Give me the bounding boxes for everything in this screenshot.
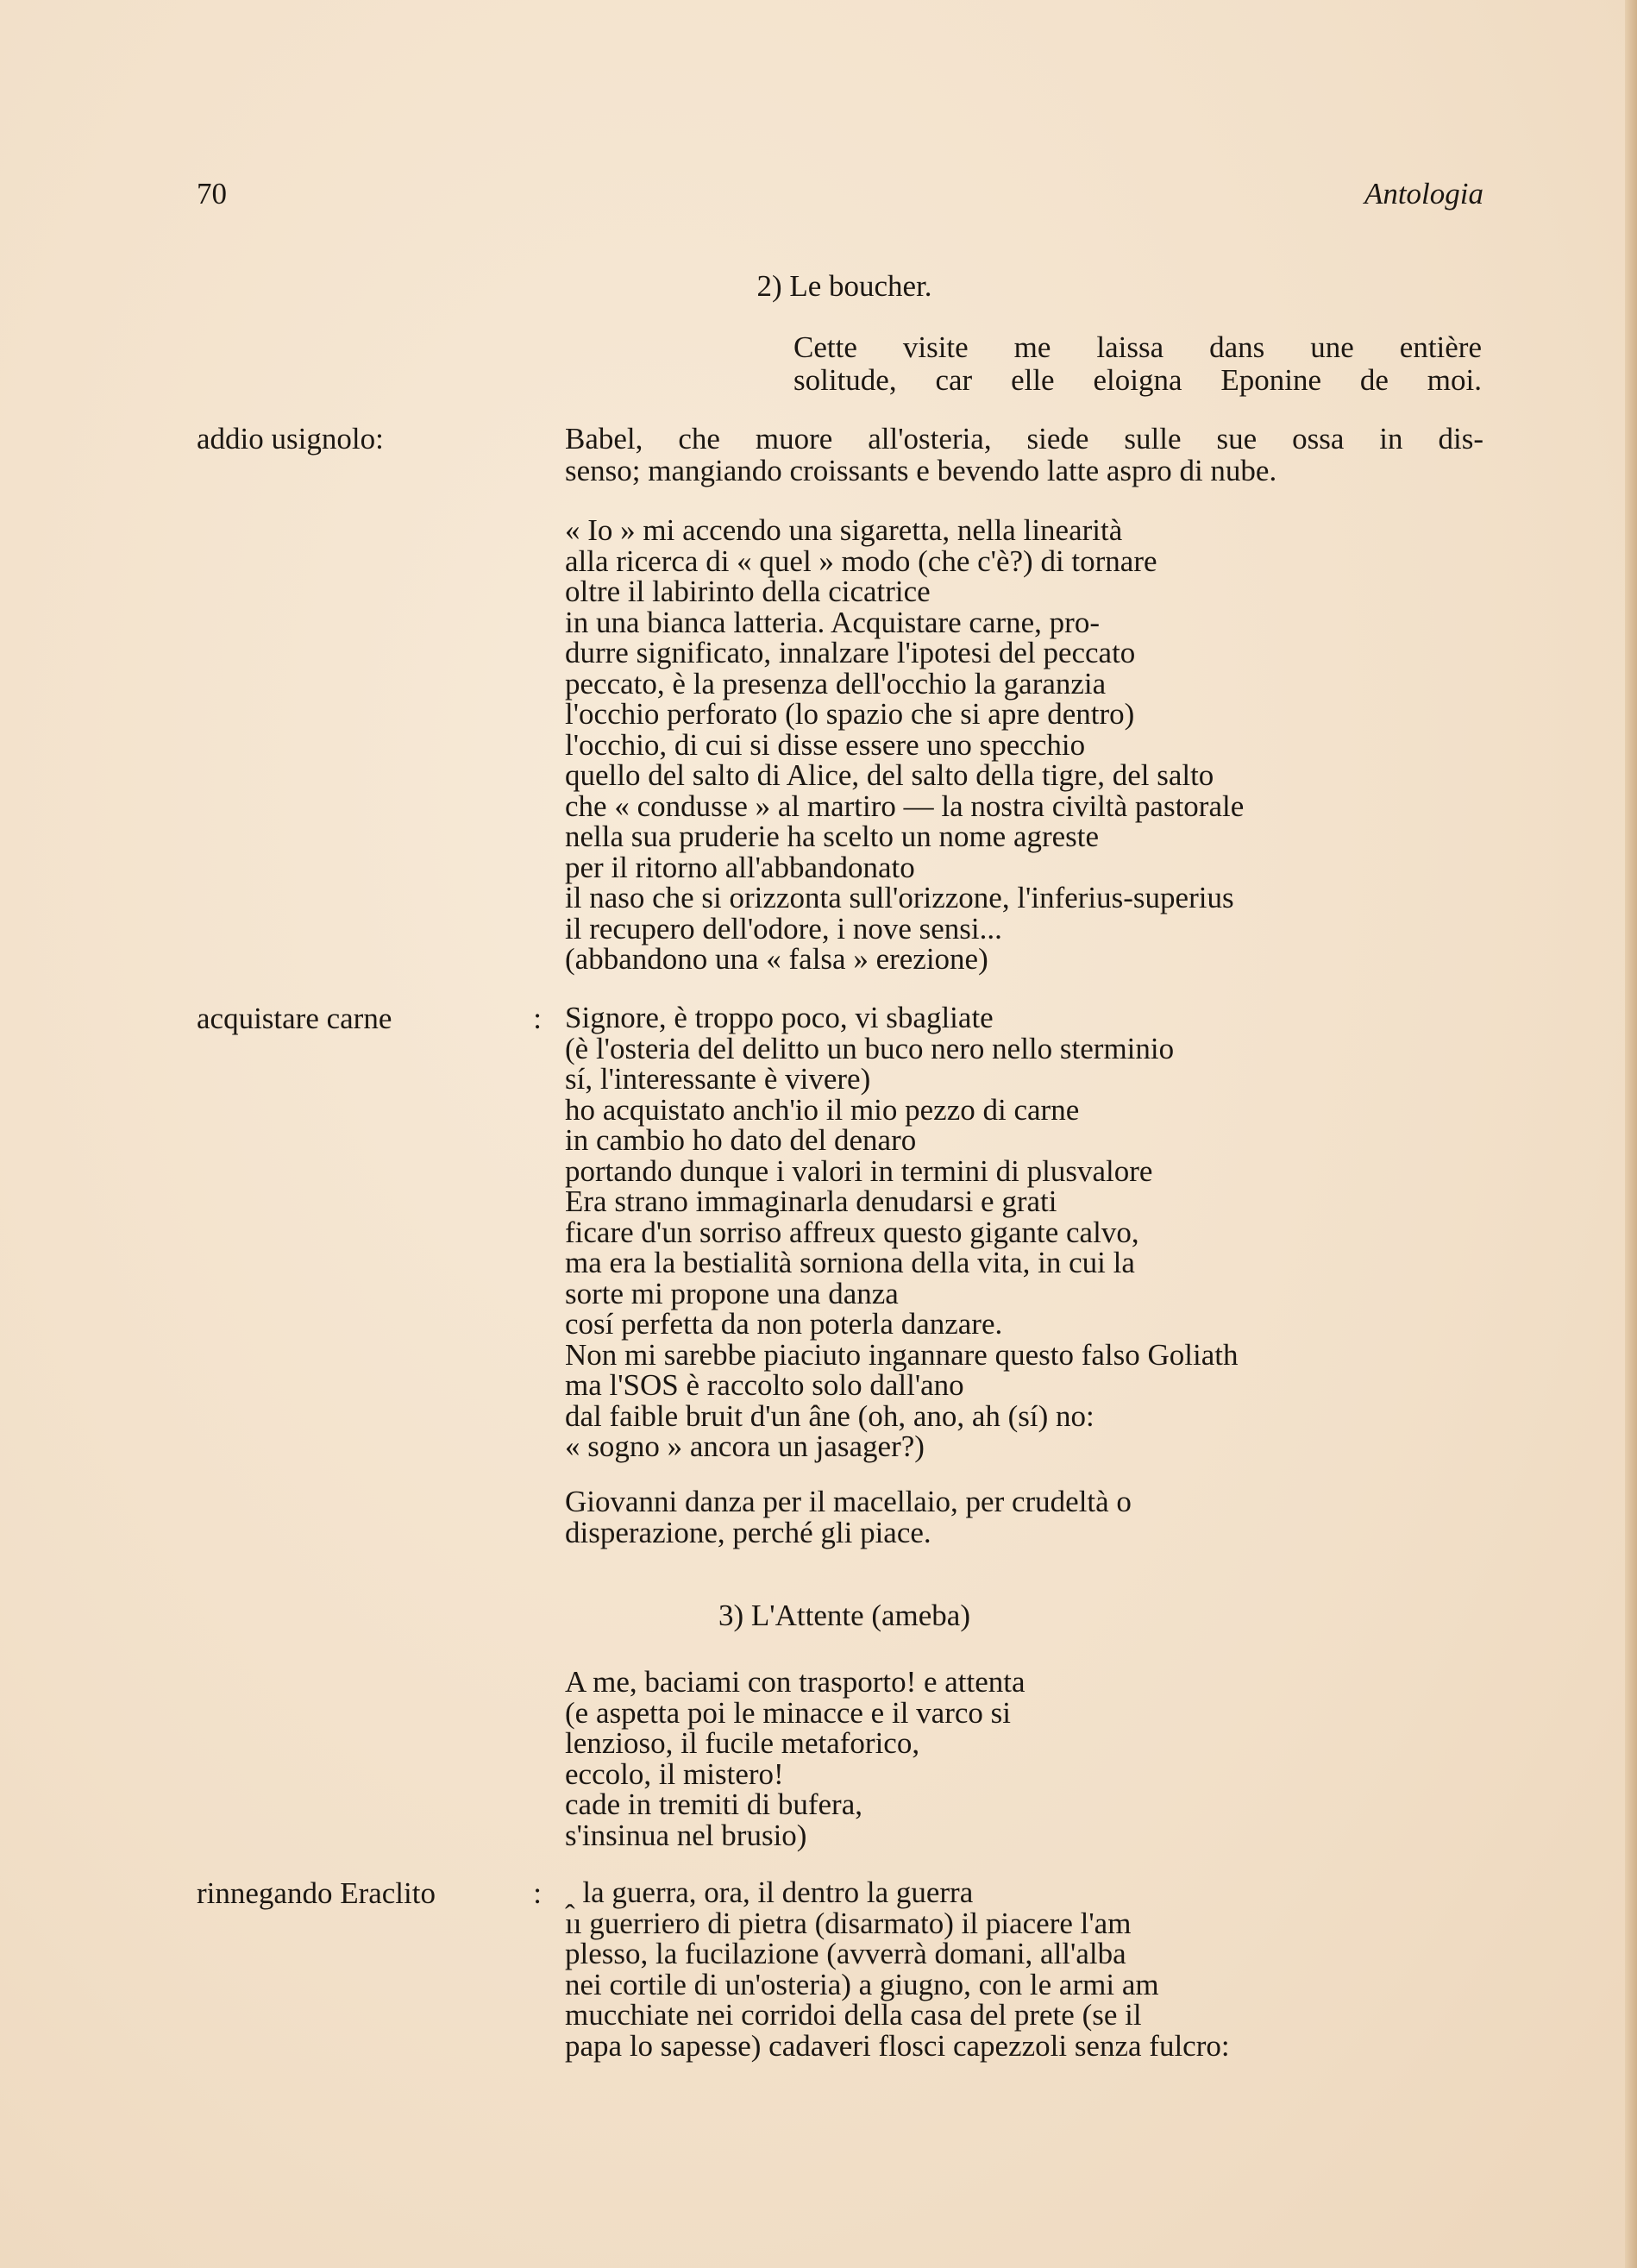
margin-note-rinnegando-eraclito — [197, 1877, 542, 1910]
verse-line: in cambio ho dato del denaro — [565, 1123, 917, 1157]
margin-note-acquistare-carne — [197, 1002, 542, 1035]
verse-line: dal faible bruit d'un âne (oh, ano, ah (sí) no: — [565, 1398, 1094, 1433]
verse-line: Giovanni danza per il macellaio, per crudeltà o — [565, 1485, 1132, 1518]
stanza-giovanni — [565, 1486, 1483, 1548]
verse-line: ꞈ la guerra, ora, il dentro la guerra — [565, 1875, 974, 1909]
verse-line: mucchiate nei corridoi della casa del prete (se il — [565, 1998, 1142, 2032]
verse-line: durre significato, innalzare l'ipotesi del peccato — [565, 636, 1136, 669]
stanza-la-guerra — [565, 1877, 1483, 2061]
verse-line: disperazione, perché gli piace. — [565, 1515, 931, 1549]
verse-line: ıı guerriero di pietra (disarmato) il piacere l'am — [565, 1906, 1132, 1940]
verse-line: Signore, è troppo poco, vi sbagliate — [565, 1001, 994, 1034]
verse-line: ma era la bestialità sorniona della vita, in cui la — [565, 1246, 1135, 1279]
book-spine-edge — [1625, 0, 1637, 2268]
section-heading-le-boucher: 2) Le boucher. — [756, 269, 932, 303]
epigraph — [793, 331, 1482, 397]
verse-line: (abbandono una « falsa » erezione) — [565, 942, 988, 976]
verse-line: (e aspetta poi le minacce e il varco si — [565, 1695, 1011, 1730]
margin-note-colon: : — [533, 1876, 542, 1910]
stanza-babel — [565, 423, 1483, 487]
verse-line: nei cortile di un'osteria) a giugno, con le armi am — [565, 1967, 1159, 2001]
verse-line: plesso, la fucilazione (avverrà domani, all'alba — [565, 1937, 1126, 1970]
verse-line: senso; mangiando croissants e bevendo latte aspro di nube. — [565, 454, 1277, 487]
verse-line: ho acquistato anch'io il mio pezzo di carne — [565, 1092, 1080, 1127]
verse-line: eccolo, il mistero! — [565, 1756, 784, 1791]
verse-line: cosí perfetta da non poterla danzare. — [565, 1307, 1003, 1341]
verse-line: in una bianca latteria. Acquistare carne, pro- — [565, 605, 1100, 639]
verse-line: A me, baciami con trasporto! e attenta — [565, 1665, 1025, 1699]
verse-line: portando dunque i valori in termini di plusvalore — [565, 1153, 1153, 1188]
verse-line: sorte mi propone una danza — [565, 1276, 899, 1310]
verse-line: (è l'osteria del delitto un buco nero nello sterminio — [565, 1031, 1175, 1065]
verse-line: alla ricerca di « quel » modo (che c'è?) di tornare — [565, 543, 1157, 578]
margin-note-text: rinnegando Eraclito — [197, 1876, 436, 1910]
verse-line: papa lo sapesse) cadaveri flosci capezzoli senza fulcro: — [565, 2028, 1230, 2063]
margin-note-addio-usignolo: addio usignolo: — [197, 422, 384, 455]
epigraph-line: solitude, car elle eloigna Eponine de moi. — [793, 363, 1482, 397]
verse-line: nella sua pruderie ha scelto un nome agreste — [565, 820, 1100, 853]
verse-line: Non mi sarebbe piaciuto ingannare questo falso Goliath — [565, 1337, 1239, 1372]
verse-line: s'insinua nel brusio) — [565, 1818, 807, 1852]
epigraph-line: Cette visite me laissa dans une entière — [793, 330, 1482, 364]
verse-line: « Io » mi accendo una sigaretta, nella linearità — [565, 513, 1123, 547]
verse-line: peccato, è la presenza dell'occhio la garanzia — [565, 666, 1107, 701]
stanza-io-sigaretta — [565, 515, 1483, 975]
verse-line: quello del salto di Alice, del salto della tigre, del salto — [565, 758, 1214, 792]
verse-line: che « condusse » al martiro — la nostra civiltà pastorale — [565, 788, 1245, 823]
running-title: Antologia — [1364, 177, 1483, 210]
verse-line: per il ritorno all'abbandonato — [565, 850, 915, 884]
verse-line: ma l'SOS è raccolto solo dall'ano — [565, 1368, 964, 1402]
margin-note-text: acquistare carne — [197, 1002, 392, 1035]
verse-line: il recupero dell'odore, i nove sensi... — [565, 911, 1002, 946]
stanza-signore — [565, 1002, 1483, 1462]
verse-line: l'occhio perforato (lo spazio che si apre dentro) — [565, 697, 1135, 731]
verse-line: ficare d'un sorriso affreux questo gigante calvo, — [565, 1215, 1139, 1249]
verse-line: il naso che si orizzonta sull'orizzone, l'inferius-superius — [565, 881, 1234, 914]
margin-note-colon: : — [533, 1002, 542, 1035]
verse-line: l'occhio, di cui si disse essere uno specchio — [565, 727, 1086, 762]
verse-line: « sogno » ancora un jasager?) — [565, 1429, 925, 1463]
verse-line: lenzioso, il fucile metaforico, — [565, 1726, 920, 1760]
verse-line: cade in tremiti di bufera, — [565, 1787, 862, 1821]
verse-line: Babel, che muore all'osteria, siede sulle sue ossa in dis- — [565, 422, 1483, 455]
verse-line: Era strano immaginarla denudarsi e grati — [565, 1184, 1057, 1218]
section-heading-l-attente: 3) L'Attente (ameba) — [718, 1599, 970, 1632]
page-number: 70 — [197, 177, 227, 210]
verse-line: sí, l'interessante è vivere) — [565, 1062, 871, 1096]
verse-line: oltre il labirinto della cicatrice — [565, 575, 931, 608]
stanza-a-me — [565, 1667, 1483, 1850]
